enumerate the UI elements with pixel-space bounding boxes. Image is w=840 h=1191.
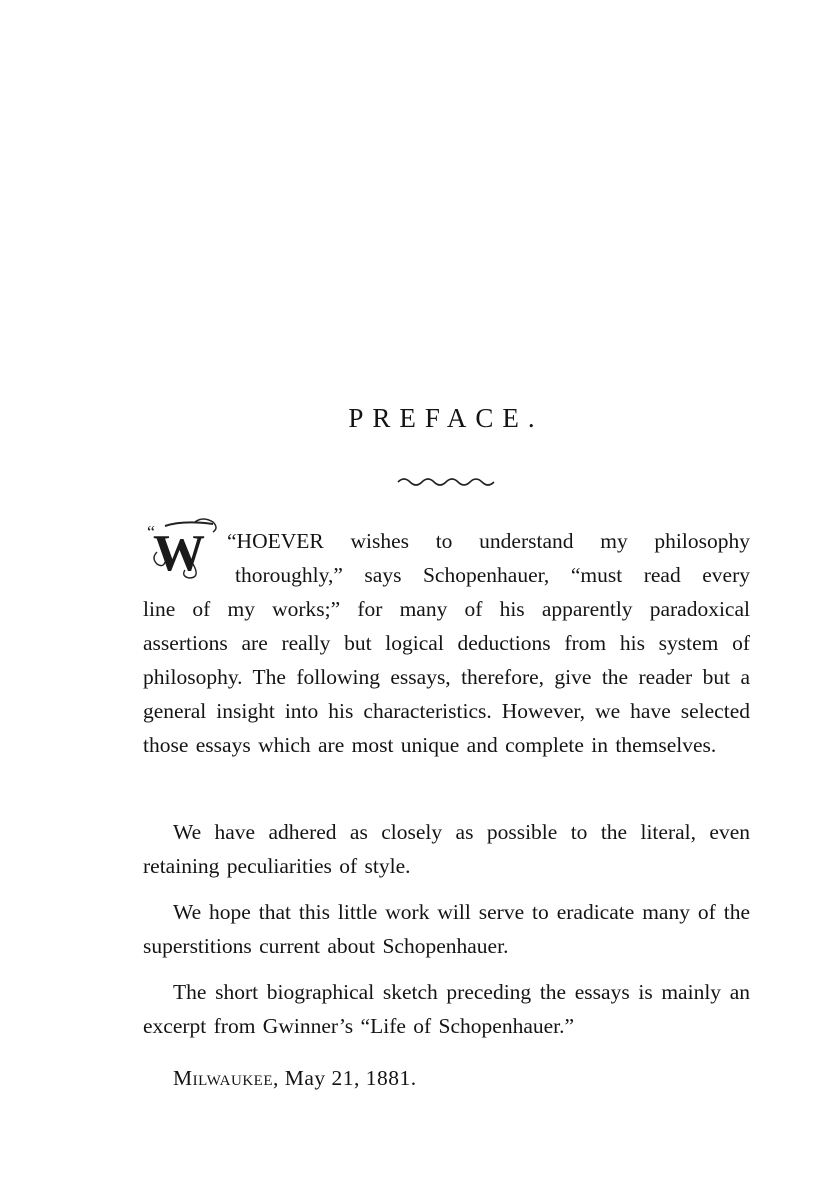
paragraph-1-rest: line of my works;” for many of his apparently paradoxical assertions are really but logical deductions from his system of philosophy. The following essays, therefore, give the reader but a general insight into his characteristics. However, we have selected those essays which are most unique and complete in themselves. xyxy=(143,597,750,757)
dropcap-letter: W xyxy=(153,525,205,582)
paragraph-2: We have adhered as closely as possible to the literal, even retaining peculiarities of style. xyxy=(143,820,750,878)
signature-line xyxy=(173,1066,417,1091)
signature-place: Milwaukee, xyxy=(173,1066,279,1090)
decorative-ornament xyxy=(396,474,496,488)
page-title: PREFACE. xyxy=(348,403,544,433)
signature-date: May 21, 1881. xyxy=(284,1066,417,1090)
paragraph-1-line-1: “HOEVER wishes to understand my philosophy xyxy=(227,529,750,553)
paragraph-1 xyxy=(143,524,750,762)
paragraph-3: We hope that this little work will serve to eradicate many of the superstitions current about Schopenhauer. xyxy=(143,900,750,958)
paragraph-4: The short biographical sketch preceding the essays is mainly an excerpt from Gwinner’s “Life of Schopenhauer.” xyxy=(143,980,750,1038)
svg-text:“: “ xyxy=(147,522,155,542)
paragraph-1-line-2: thoroughly,” says Schopenhauer, “must read every xyxy=(235,563,750,587)
